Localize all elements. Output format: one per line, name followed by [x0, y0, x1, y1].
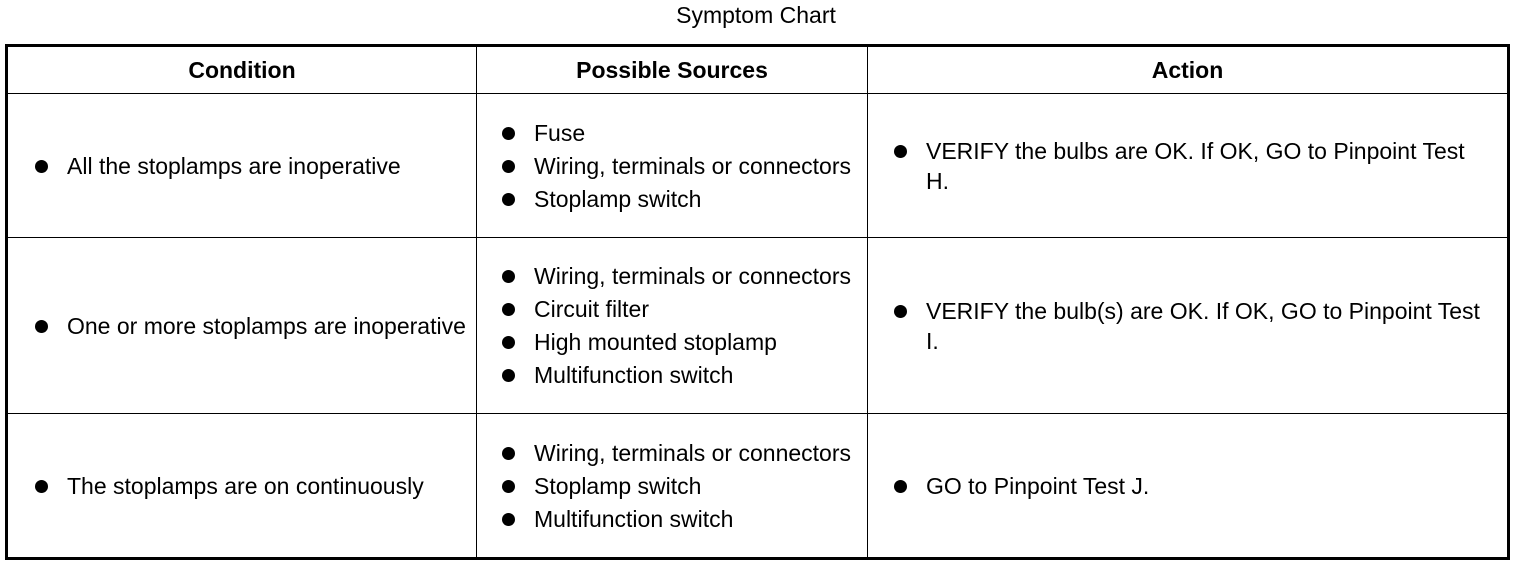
source-text: Multifunction switch	[534, 505, 734, 532]
list-item	[67, 151, 466, 181]
list-item	[926, 471, 1487, 501]
action-text: VERIFY the bulb(s) are OK. If OK, GO to Pinpoint Test I.	[926, 297, 1480, 354]
source-text: High mounted stoplamp	[534, 329, 777, 355]
chart-title: Symptom Chart	[676, 2, 836, 28]
bullet-icon	[894, 480, 907, 493]
action-text: GO to Pinpoint Test J.	[926, 472, 1150, 499]
bullet-icon	[894, 305, 907, 318]
bullet-icon	[502, 447, 515, 460]
bullet-icon	[502, 480, 515, 493]
sources-cell	[477, 414, 868, 559]
list-item	[534, 438, 857, 468]
list-item	[534, 360, 857, 390]
table-row	[7, 94, 1509, 238]
list-item	[534, 471, 857, 501]
bullet-icon	[502, 193, 515, 206]
sources-cell	[477, 238, 868, 414]
source-text: Stoplamp switch	[534, 185, 702, 212]
source-text: Wiring, terminals or connectors	[534, 439, 851, 466]
source-text: Wiring, terminals or connectors	[534, 263, 851, 289]
bullet-icon	[502, 369, 515, 382]
condition-cell	[7, 414, 477, 559]
list-item	[534, 118, 857, 148]
table-row	[7, 238, 1509, 414]
source-text: Stoplamp switch	[534, 472, 702, 499]
bullet-icon	[502, 127, 515, 140]
action-cell	[868, 414, 1509, 559]
bullet-icon	[894, 145, 907, 158]
list-item	[67, 311, 466, 341]
condition-cell	[7, 238, 477, 414]
bullet-icon	[502, 303, 515, 316]
symptom-table	[5, 44, 1510, 560]
action-cell	[868, 238, 1509, 414]
condition-text: One or more stoplamps are inoperative	[67, 312, 466, 339]
header-action: Action	[868, 46, 1509, 94]
action-text: VERIFY the bulbs are OK. If OK, GO to Pinpoint Test H.	[926, 137, 1465, 194]
condition-cell	[7, 94, 477, 238]
list-item	[926, 296, 1487, 356]
source-text: Circuit filter	[534, 296, 650, 322]
list-item	[534, 261, 857, 291]
source-text: Multifunction switch	[534, 362, 734, 388]
list-item	[534, 504, 857, 534]
header-row	[7, 46, 1509, 94]
list-item	[534, 294, 857, 324]
condition-text: The stoplamps are on continuously	[67, 472, 424, 499]
bullet-icon	[502, 160, 515, 173]
list-item	[67, 471, 466, 501]
action-cell	[868, 94, 1509, 238]
source-text: Fuse	[534, 119, 586, 146]
list-item	[534, 184, 857, 214]
header-possible-sources: Possible Sources	[477, 46, 868, 94]
source-text: Wiring, terminals or connectors	[534, 152, 851, 179]
sources-cell	[477, 94, 868, 238]
list-item	[926, 136, 1487, 196]
bullet-icon	[35, 320, 48, 333]
bullet-icon	[502, 513, 515, 526]
bullet-icon	[35, 160, 48, 173]
list-item	[534, 151, 857, 181]
list-item	[534, 327, 857, 357]
bullet-icon	[35, 480, 48, 493]
bullet-icon	[502, 336, 515, 349]
header-condition: Condition	[7, 46, 477, 94]
condition-text: All the stoplamps are inoperative	[67, 152, 401, 179]
table-row	[7, 414, 1509, 559]
bullet-icon	[502, 270, 515, 283]
